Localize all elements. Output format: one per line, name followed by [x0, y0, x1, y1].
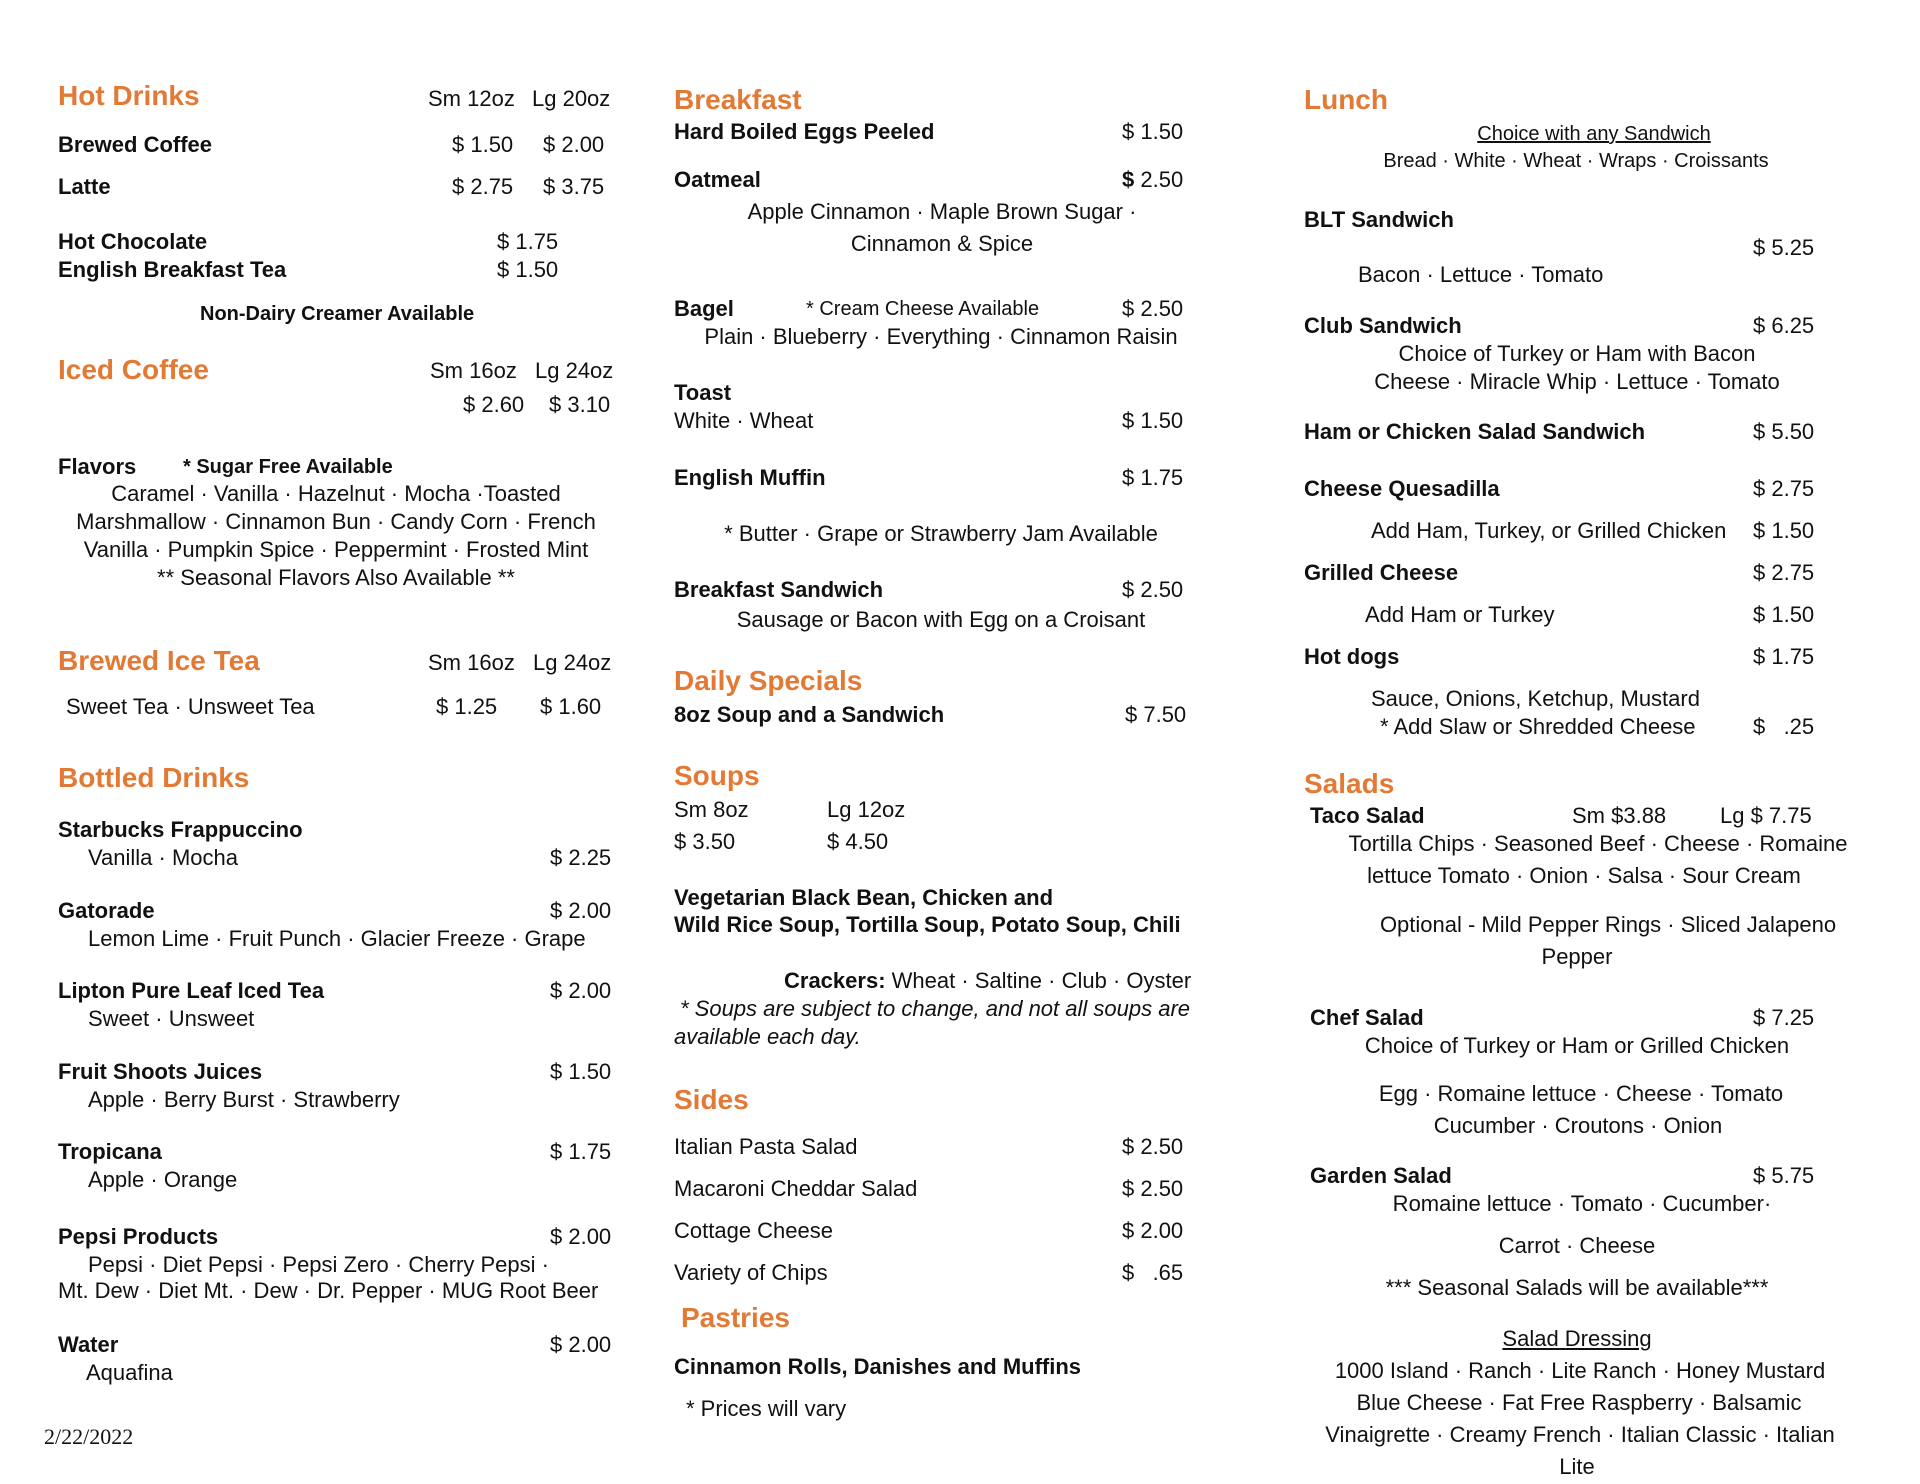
- side-item-price: $ 2.00: [1122, 1218, 1184, 1243]
- item-price: $ 2.50: [1122, 577, 1184, 602]
- item-desc: Egg · Romaine lettuce · Cheese · Tomato: [1378, 1081, 1784, 1106]
- item-desc: Apple Cinnamon · Maple Brown Sugar ·: [747, 199, 1137, 224]
- choice-breads: Bread · White · Wheat · Wraps · Croissants: [1383, 150, 1769, 172]
- flavor-line: Caramel · Vanilla · Hazelnut · Mocha ·Toasted: [111, 481, 561, 506]
- item-desc: Cinnamon & Spice: [850, 231, 1034, 256]
- section-title-ice-tea: Brewed Ice Tea: [58, 645, 260, 676]
- add-on: Add Ham, Turkey, or Grilled Chicken: [1371, 518, 1727, 543]
- item-price: $ 4.50: [827, 829, 889, 854]
- item-price: $ 7.50: [1125, 702, 1187, 727]
- crackers-label: Crackers:: [784, 968, 886, 993]
- item-price: $ 1.50: [550, 1059, 612, 1084]
- section-title-hot-drinks: Hot Drinks: [58, 80, 200, 111]
- item-price: $ 2.00: [550, 978, 612, 1003]
- size-label-lg: Lg 24oz: [535, 358, 614, 383]
- item-price: $ 3.75: [543, 174, 605, 199]
- item-price: $ 1.75: [1753, 644, 1815, 669]
- item-desc: Cucumber · Croutons · Onion: [1433, 1113, 1723, 1138]
- item-price: Sm $3.88: [1572, 803, 1667, 828]
- crackers-line: [784, 968, 1191, 993]
- section-title-iced-coffee: Iced Coffee: [58, 354, 209, 385]
- item-name: Brewed Coffee: [58, 132, 213, 157]
- size-label-lg: Lg 12oz: [827, 797, 906, 822]
- item-price: $ 1.75: [497, 229, 559, 254]
- add-on: Add Ham or Turkey: [1365, 602, 1555, 627]
- item-price: $ 1.75: [550, 1139, 612, 1164]
- size-label-sm: Sm 12oz: [428, 86, 515, 111]
- item-name: Latte: [58, 174, 111, 199]
- item-name: Oatmeal: [674, 167, 761, 192]
- item-desc: Optional - Mild Pepper Rings · Sliced Jalapeno: [1379, 912, 1837, 937]
- item-desc: Tortilla Chips · Seasoned Beef · Cheese · Romaine: [1348, 831, 1848, 856]
- soup-list: Wild Rice Soup, Tortilla Soup, Potato Soup, Chili: [674, 912, 1181, 937]
- item-price: $ 7.25: [1753, 1005, 1815, 1030]
- item-name: Fruit Shoots Juices: [58, 1059, 263, 1084]
- crackers-list: Wheat · Saltine · Club · Oyster: [885, 968, 1192, 993]
- side-item-price: $ 2.50: [1122, 1176, 1184, 1201]
- item-price: $ 2.60: [463, 392, 525, 417]
- size-label-sm: Sm 16oz: [430, 358, 517, 383]
- flavors-label: Flavors: [58, 454, 137, 479]
- add-on: * Add Slaw or Shredded Cheese: [1380, 714, 1696, 739]
- choice-label: Choice with any Sandwich: [1477, 123, 1711, 145]
- item-desc: Apple · Berry Burst · Strawberry: [88, 1087, 400, 1112]
- item-name: Starbucks Frappuccino: [58, 817, 303, 842]
- side-item-name: Variety of Chips: [674, 1260, 828, 1285]
- side-item-price: $ 2.50: [1122, 1134, 1184, 1159]
- item-name: Lipton Pure Leaf Iced Tea: [58, 978, 325, 1003]
- item-desc: Choice of Turkey or Ham with Bacon: [1398, 341, 1756, 366]
- side-item-name: Cottage Cheese: [674, 1218, 833, 1243]
- creamer-note: Non-Dairy Creamer Available: [200, 303, 475, 325]
- size-label-lg: Lg 24oz: [533, 650, 612, 675]
- item-price: $ 5.75: [1753, 1163, 1815, 1188]
- item-price: $ 1.50: [1122, 119, 1184, 144]
- item-price: Lg $ 7.75: [1720, 803, 1812, 828]
- side-item-name: Macaroni Cheddar Salad: [674, 1176, 918, 1201]
- item-desc: Vanilla · Mocha: [88, 845, 238, 870]
- sugar-free-note: * Sugar Free Available: [183, 456, 393, 478]
- item-desc: Apple · Orange: [88, 1167, 238, 1192]
- item-name: Club Sandwich: [1304, 313, 1462, 338]
- soups-note: * Soups are subject to change, and not all soups are: [680, 996, 1191, 1021]
- item-desc: White · Wheat: [674, 408, 814, 433]
- item-name: Hot dogs: [1304, 644, 1400, 669]
- dressing-list: Blue Cheese · Fat Free Raspberry · Balsamic: [1356, 1390, 1802, 1415]
- price-symbol: $: [1122, 167, 1135, 192]
- soup-list: Vegetarian Black Bean, Chicken and: [674, 885, 1054, 910]
- section-title-sides: Sides: [674, 1084, 749, 1115]
- item-price: $ 1.50: [497, 257, 559, 282]
- item-name: Pepsi Products: [58, 1224, 219, 1249]
- item-name: English Breakfast Tea: [58, 257, 287, 282]
- item-desc: Sausage or Bacon with Egg on a Croisant: [736, 607, 1146, 632]
- item-desc: Choice of Turkey or Ham or Grilled Chicken: [1364, 1033, 1790, 1058]
- item-desc: lettuce Tomato · Onion · Salsa · Sour Cream: [1367, 863, 1801, 888]
- item-price: $ 2.75: [1753, 476, 1815, 501]
- item-desc: Bacon · Lettuce · Tomato: [1358, 262, 1604, 287]
- flavor-line: ** Seasonal Flavors Also Available **: [157, 565, 515, 590]
- item-desc: Mt. Dew · Diet Mt. · Dew · Dr. Pepper · MUG Root Beer: [58, 1278, 599, 1303]
- item-price: $ 2.75: [1753, 560, 1815, 585]
- dressing-list: Vinaigrette · Creamy French · Italian Classic · Italian: [1325, 1422, 1835, 1447]
- cream-cheese-note: * Cream Cheese Available: [806, 298, 1040, 320]
- add-on-price: $ 1.50: [1753, 518, 1815, 543]
- item-price: $ 1.25: [436, 694, 498, 719]
- item-name: English Muffin: [674, 465, 826, 490]
- item-price: $ 2.00: [543, 132, 605, 157]
- item-name: Water: [58, 1332, 119, 1357]
- item-price: $ 5.50: [1753, 419, 1815, 444]
- item-price: $ 6.25: [1753, 313, 1815, 338]
- item-price: $ 2.75: [452, 174, 514, 199]
- item-price: $ 5.25: [1753, 235, 1815, 260]
- item-price: [1122, 167, 1183, 192]
- item-price: $ 1.60: [540, 694, 602, 719]
- section-title-bottled: Bottled Drinks: [58, 762, 250, 793]
- jam-note: * Butter · Grape or Strawberry Jam Available: [724, 521, 1158, 546]
- side-item-price: $ .65: [1122, 1260, 1184, 1285]
- item-name: Hot Chocolate: [58, 229, 208, 254]
- add-on-price: $ .25: [1753, 714, 1815, 739]
- item-name: Grilled Cheese: [1304, 560, 1459, 585]
- item-price: $ 2.00: [550, 898, 612, 923]
- item-name: Bagel: [674, 296, 734, 321]
- soups-note: available each day.: [674, 1024, 861, 1049]
- item-name: Taco Salad: [1310, 803, 1425, 828]
- item-desc: Pepper: [1541, 944, 1613, 969]
- item-name: BLT Sandwich: [1304, 207, 1454, 232]
- item-desc: Cheese · Miracle Whip · Lettuce · Tomato: [1374, 369, 1780, 394]
- dressing-label: Salad Dressing: [1502, 1326, 1652, 1351]
- item-desc: Sweet Tea · Unsweet Tea: [66, 694, 315, 719]
- item-desc: Romaine lettuce · Tomato · Cucumber·: [1392, 1191, 1772, 1216]
- flavor-line: Vanilla · Pumpkin Spice · Peppermint · Frosted Mint: [83, 537, 589, 562]
- item-price: $ 3.50: [674, 829, 736, 854]
- item-desc: Plain · Blueberry · Everything · Cinnamon Raisin: [704, 324, 1178, 349]
- price-value: 2.50: [1134, 167, 1184, 192]
- item-price: $ 2.00: [550, 1224, 612, 1249]
- item-price: $ 3.10: [549, 392, 611, 417]
- item-desc: Pepsi · Diet Pepsi · Pepsi Zero · Cherry Pepsi ·: [88, 1252, 549, 1277]
- item-name: Gatorade: [58, 898, 155, 923]
- section-title-breakfast: Breakfast: [674, 84, 802, 115]
- item-desc: Sauce, Onions, Ketchup, Mustard: [1371, 686, 1700, 711]
- item-desc: Aquafina: [86, 1360, 173, 1385]
- size-label-sm: Sm 8oz: [674, 797, 749, 822]
- print-date: 2/22/2022: [44, 1424, 134, 1449]
- item-name: Breakfast Sandwich: [674, 577, 884, 602]
- size-label-lg: Lg 20oz: [532, 86, 611, 111]
- dressing-list: Lite: [1559, 1454, 1595, 1479]
- pastries-note: * Prices will vary: [686, 1396, 847, 1421]
- section-title-lunch: Lunch: [1304, 84, 1388, 115]
- item-name: Ham or Chicken Salad Sandwich: [1304, 419, 1646, 444]
- item-desc: Sweet · Unsweet: [88, 1006, 255, 1031]
- item-name: Tropicana: [58, 1139, 162, 1164]
- item-desc: Carrot · Cheese: [1498, 1233, 1656, 1258]
- section-title-salads: Salads: [1304, 768, 1395, 799]
- section-title-pastries: Pastries: [681, 1302, 790, 1333]
- item-price: $ 2.25: [550, 845, 612, 870]
- item-name: Garden Salad: [1310, 1163, 1452, 1188]
- item-name: Hard Boiled Eggs Peeled: [674, 119, 935, 144]
- side-item-name: Italian Pasta Salad: [674, 1134, 858, 1159]
- size-label-sm: Sm 16oz: [428, 650, 515, 675]
- section-title-specials: Daily Specials: [674, 665, 863, 696]
- item-price: $ 2.00: [550, 1332, 612, 1357]
- section-title-soups: Soups: [674, 760, 760, 791]
- item-name: Cheese Quesadilla: [1304, 476, 1500, 501]
- item-name: Chef Salad: [1310, 1005, 1424, 1030]
- item-name: 8oz Soup and a Sandwich: [674, 702, 945, 727]
- seasonal-salads-note: *** Seasonal Salads will be available***: [1385, 1275, 1769, 1300]
- item-price: $ 1.50: [1122, 408, 1184, 433]
- flavor-line: Marshmallow · Cinnamon Bun · Candy Corn · French: [76, 509, 596, 534]
- dressing-list: 1000 Island · Ranch · Lite Ranch · Honey Mustard: [1334, 1358, 1826, 1383]
- item-desc: Lemon Lime · Fruit Punch · Glacier Freeze · Grape: [88, 926, 586, 951]
- item-name: Toast: [674, 380, 732, 405]
- item-price: $ 1.50: [452, 132, 514, 157]
- item-price: $ 2.50: [1122, 296, 1184, 321]
- item-name: Cinnamon Rolls, Danishes and Muffins: [674, 1354, 1082, 1379]
- item-price: $ 1.75: [1122, 465, 1184, 490]
- add-on-price: $ 1.50: [1753, 602, 1815, 627]
